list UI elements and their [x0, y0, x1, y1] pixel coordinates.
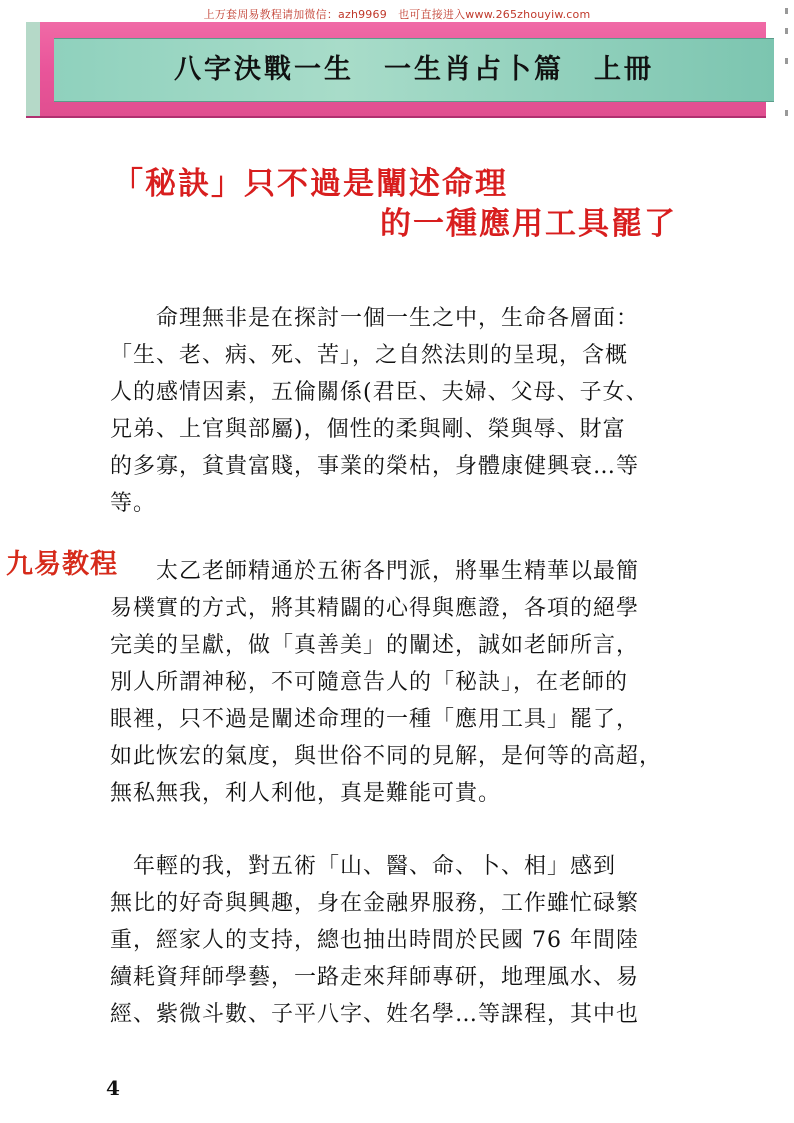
- text-line: 易樸實的方式，將其精闢的心得與應證，各項的絕學: [110, 596, 640, 621]
- text-line: 重，經家人的支持，總也抽出時間於民國 76 年間陸: [110, 928, 639, 953]
- text-line: 的多寡，貧貴富賤，事業的榮枯，身體康健興衰…等: [110, 454, 640, 479]
- chapter-header-band: [26, 22, 766, 118]
- paragraph-1: [110, 300, 700, 522]
- text-line: 命理無非是在探討一個一生之中，生命各層面：: [110, 306, 640, 331]
- text-line: 經、紫微斗數、子平八字、姓名學…等課程，其中也: [110, 1002, 640, 1027]
- text-line: 續耗資拜師學藝，一路走來拜師專研，地理風水、易: [110, 965, 640, 990]
- book-title: 八字決戰一生 一生肖占卜篇 上冊: [174, 54, 654, 85]
- text-line: 眼裡，只不過是闡述命理的一種「應用工具」罷了，: [110, 707, 640, 732]
- section-heading-line-1: 「秘訣」只不過是闡述命理: [112, 166, 508, 202]
- text-line: 人的感情因素，五倫關係(君臣、夫婦、父母、子女、: [110, 380, 649, 405]
- text-line: 兄弟、上官與部屬)，個性的柔與剛、榮與辱、財富: [110, 417, 626, 442]
- paragraph-3: [110, 848, 700, 1033]
- edge-tick: [785, 28, 788, 34]
- watermark-text: 上万套周易教程请加微信：azh9969 也可直接进入www.265zhouyiw.com: [203, 8, 591, 21]
- text-line: 等。: [110, 491, 157, 516]
- section-heading-line-2: 的一種應用工具罷了: [380, 206, 677, 242]
- paragraph-2: [110, 553, 700, 812]
- edge-tick: [785, 110, 788, 116]
- text-line: 「生、老、病、死、苦」，之自然法則的呈現，含概: [110, 343, 629, 368]
- text-line: 太乙老師精通於五術各門派，將畢生精華以最簡: [110, 559, 640, 584]
- page-number: 4: [106, 1076, 120, 1100]
- header-stripe: [26, 22, 40, 116]
- page-edge-marks: [766, 0, 794, 1123]
- text-line: 如此恢宏的氣度，與世俗不同的見解，是何等的高超，: [110, 744, 663, 769]
- text-line: 完美的呈獻，做「真善美」的闡述，誠如老師所言，: [110, 633, 640, 658]
- side-stamp-watermark: 九易教程: [6, 549, 118, 580]
- header-title-bar: [54, 38, 774, 102]
- text-line: 年輕的我，對五術「山、醫、命、卜、相」感到: [110, 854, 617, 879]
- text-line: 別人所謂神秘，不可隨意告人的「秘訣」，在老師的: [110, 670, 629, 695]
- edge-tick: [785, 8, 788, 14]
- text-line: 無私無我，利人利他，真是難能可貴。: [110, 781, 502, 806]
- edge-tick: [785, 58, 788, 64]
- text-line: 無比的好奇與興趣，身在金融界服務，工作雖忙碌繁: [110, 891, 640, 916]
